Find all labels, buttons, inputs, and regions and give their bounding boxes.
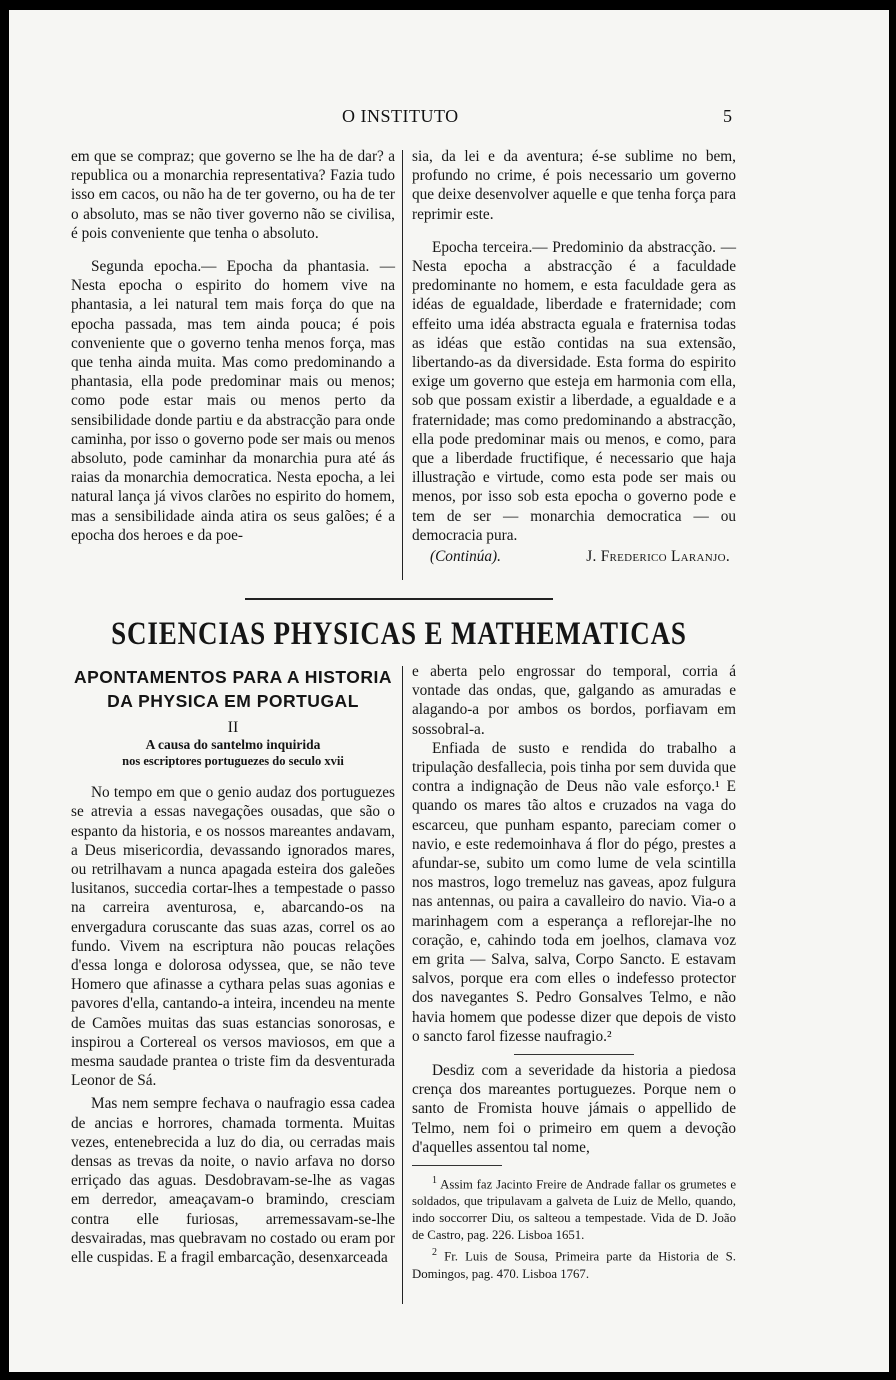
- paragraph: Segunda epocha.— Epocha da phantasia. — Nesta epocha o espirito do homem vive na phantasia, a lei natural tem mais força do que na epocha passada, mas tem ainda pouca; é pois conveniente que o governo tenha menos força, mas que tenha ainda muita. Mas como predominando a phantasia, ella pode predominar mais ou menos; como pode estar mais ou menos perto da sensibilidade donde partiu e da abstracção para onde caminha, por isso o governo pode ser mais ou menos absoluto, pode caminhar da monarchia pura até ás raias da monarchia democratica. Nesta epocha, a lei natural lança já vivos clarões no espirito do homem, mas a sensibilidade ainda atira os seus galões; é a epocha dos heroes e da poe-: [71, 258, 395, 544]
- paragraph: No tempo em que o genio audaz dos portuguezes se atrevia a essas navegações ousadas, que são o espanto da historia, e os nossos mareantes andavam, a Deus misericordia, devassando ignorados mares, ou retrilhavam a nunca apagada esteira dos galeões lusitanos, succedia cortar-lhes a tempestade o passo na carreira aventurosa, e, abarcando-os na envergadura coruscante das suas azas, correl os ao fundo. Vivem na escriptura não poucas relações d'essa longa e dolorosa odyssea, que, se não teve Homero que afinasse a cythara pelas suas agonias e pavores d'ella, cantando-a inteira, incendeu na mente de Camões muitas das suas estancias sonorosas, e inspirou a Cortereal os versos maviosos, em que a mesma saudade prantea o triste fim da desventurada Leonor de Sá.: [71, 784, 395, 1090]
- paragraph: Enfiada de susto e rendida do trabalho a tripulação desfallecia, pois tinha por sem duvida que contra a indignação de Deus não vale esforço.¹ E quando os mares tão altos e cruzados na vaga do escarceu, que punham espanto, pareciam comer o navio, e este redemoinhava á flor do pégo, prestes a afundar-se, subito um como lume de vela scintilla nos mastros, logo tremeluz nas gaveas, apoz fulgura nas antennas, ou paira a cavalleiro do navio. Via-o a marinhagem com a esperança a reflorejar-lhe no coração, e, cahindo toda em joelhos, clamava voz em grita — Salva, salva, Corpo Sancto. E estavam salvos, porque era com elles o indefesso protector dos navegantes S. Pedro Gonsalves Telmo, e não havia homem que podesse dizer que depois de visto o sancto farol fizesse naufragio.²: [412, 739, 736, 1045]
- article-part: II: [227, 719, 239, 736]
- footnote: [412, 1244, 736, 1282]
- section-title: SCIENCIAS PHYSICAS E MATHEMATICAS: [111, 616, 687, 652]
- author-signature: J. Frederico Laranjo.: [586, 548, 730, 566]
- continued-note: (Continúa).: [430, 548, 501, 566]
- paragraph: Mas nem sempre fechava o naufragio essa cadea de ancias e horrores, chamada tormenta. Muitas vezes, entenebrecida a luz do dia, ou cerradas mais densas as trevas da noite, o navio arfava no dorso erriçado das aguas. Desdobravam-se-lhe as vagas em derredor, ameaçavam-o bramindo, cresciam contra elle furiosas, arremessavam-se-lhe desvairadas, mas quebravam no costado ou eram por elle cuspidas. E a fragil embarcação, desenxarceada: [71, 1095, 395, 1267]
- paragraph: Epocha terceira.— Predominio da abstracção. — Nesta epocha a abstracção é a faculdade predominante no homem, e esta faculdade gera as idéas de egualdade, liberdade e fraternidade; com effeito uma idéa abstracta eguala e fraternisa todas as idéas que estão contidas na sua extensão, libertando-as da diversidade. Esta forma do espirito exige um governo que esteja em harmonia com ella, sob que possam existir a liberdade, a egualdade e a fraternidade; mas como predominando a abstracção, ella pode predominar mais ou menos, e como, para que a liberdade fructifique, é necessario que haja illustração e virtude, como esta pode ser mais ou menos, por isso sob esta epocha o governo pode e tem de ser — monarchia democratica — ou democracia pura.: [412, 238, 736, 544]
- footnote: [412, 1172, 736, 1244]
- article-title-line1: APONTAMENTOS PARA A HISTORIA: [74, 667, 392, 687]
- footnote-text: Fr. Luis de Sousa, Primeira parte da Historia de S. Domingos, pag. 470. Lisboa 1767.: [412, 1249, 736, 1281]
- column-divider: [402, 666, 403, 1304]
- signature-line: [412, 547, 736, 566]
- right-column-top: [412, 147, 736, 566]
- paragraph: em que se compraz; que governo se lhe ha de dar? a republica ou a monarchia representativa? Fazia tudo isso em cacos, ou não ha de ter governo, ou ha de ter o absoluto, mas se não tiver governo não se civilisa, é pois conveniente que tenha o absoluto.: [71, 148, 395, 242]
- footnote-number: 1: [432, 1175, 437, 1187]
- left-column-top: [71, 147, 395, 545]
- column-divider: [402, 150, 403, 580]
- paragraph-rule: [514, 1054, 634, 1055]
- paragraph: Desdiz com a severidade da historia a piedosa crença dos mareantes portuguezes. Porque nem o santo de Fromista houve jámais o appellido de Telmo, nem foi o primeiro em quem a devoção d'aquelles assentou tal nome,: [412, 1062, 736, 1156]
- paragraph: e aberta pelo engrossar do temporal, corria á vontade das ondas, que, galgando as amuradas e alagando-a por ambos os bordos, porfiavam em sossobral-a.: [412, 663, 736, 738]
- running-header: [9, 106, 889, 132]
- footnote-rule: [412, 1165, 502, 1166]
- footnote-number: 2: [432, 1247, 437, 1259]
- right-column-bottom: [412, 662, 736, 1283]
- paragraph: sia, da lei e da aventura; é-se sublime no bem, profundo no crime, é pois necessario um governo que deixe desenvolver aquelle e que tenha força para reprimir este.: [412, 148, 736, 223]
- article-title-line2: DA PHYSICA EM PORTUGAL: [107, 691, 359, 711]
- left-column-bottom: [71, 664, 395, 1267]
- section-rule: [245, 598, 553, 600]
- footnote-text: Assim faz Jacinto Freire de Andrade fallar os grumetes e soldados, que tripulavam a galveta de Luiz de Mello, quando, indo soccorrer Diu, os salteou a tempestade. Vida de D. João de Castro, pag. 226. Lisboa 1651.: [412, 1177, 736, 1243]
- article-subtitle: A causa do santelmo inquirida: [145, 737, 321, 753]
- article-subtitle-2: nos escriptores portuguezes do seculo xvii: [122, 754, 344, 769]
- page: [9, 10, 889, 1372]
- page-number: 5: [723, 106, 732, 126]
- journal-title: O INSTITUTO: [342, 106, 459, 126]
